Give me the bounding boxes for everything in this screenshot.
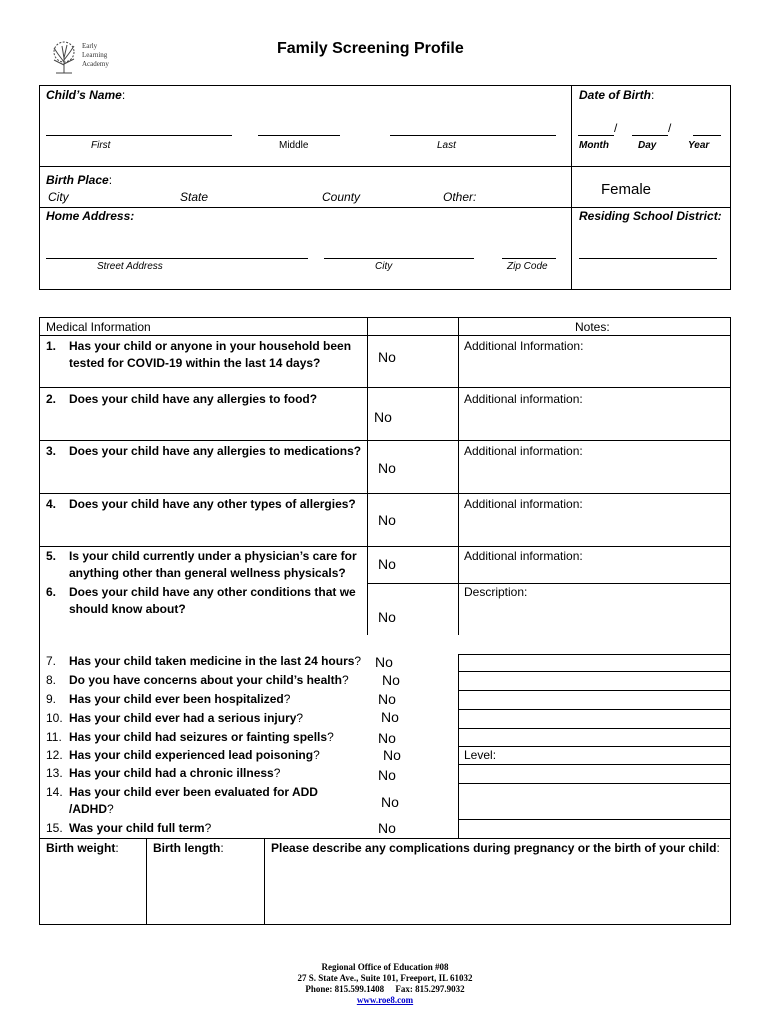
address-city-label: City — [375, 261, 393, 272]
answer-field[interactable]: No — [381, 794, 399, 810]
last-name-field[interactable] — [390, 135, 556, 136]
tree-icon — [48, 40, 80, 74]
middle-label: Middle — [279, 140, 309, 151]
note-label: Additional information: — [464, 497, 583, 511]
note-label: Additional information: — [464, 392, 583, 406]
answer-field[interactable]: No — [378, 820, 396, 836]
footer — [0, 962, 770, 1006]
day-label: Day — [638, 140, 657, 151]
complications-field[interactable] — [267, 858, 727, 922]
city-label: City — [48, 190, 69, 204]
street-address-label: Street Address — [97, 261, 163, 272]
note-label: Additional information: — [464, 444, 583, 458]
dob-day-field[interactable] — [632, 135, 668, 136]
answer-field[interactable]: No — [378, 609, 396, 625]
year-label: Year — [688, 140, 710, 151]
residing-district-label: Residing School District: — [579, 209, 722, 223]
address-city-field[interactable] — [324, 258, 474, 259]
footer-org: Regional Office of Education #08 — [321, 962, 449, 972]
dob-month-field[interactable] — [578, 135, 614, 136]
home-address-label: Home Address: — [46, 209, 135, 223]
birth-weight-label: Birth weight: — [46, 841, 119, 855]
answer-field[interactable]: No — [383, 747, 401, 763]
dob-slash: / — [668, 121, 672, 135]
footer-website-link[interactable]: www.roe8.com — [356, 995, 414, 1005]
answer-field[interactable]: No — [374, 409, 392, 425]
birth-length-label: Birth length: — [153, 841, 224, 855]
answer-field[interactable]: No — [378, 730, 396, 746]
note-label: Additional Information: — [464, 339, 584, 353]
footer-phone-fax: Phone: 815.599.1408 Fax: 815.297.9032 — [305, 984, 465, 994]
answer-field[interactable]: No — [378, 691, 396, 707]
middle-name-field[interactable] — [258, 135, 340, 136]
childs-name-label: Child’s Name: — [46, 88, 126, 102]
footer-address: 27 S. State Ave., Suite 101, Freeport, IL 61032 — [297, 973, 473, 983]
school-district-field[interactable] — [579, 258, 717, 259]
birth-weight-field[interactable] — [42, 858, 142, 922]
logo-text: Early Learning Academy — [82, 42, 109, 68]
answer-field[interactable]: No — [378, 349, 396, 365]
answer-field[interactable]: No — [378, 512, 396, 528]
dob-label: Date of Birth: — [579, 88, 655, 102]
page-title: Family Screening Profile — [277, 40, 464, 57]
street-address-field[interactable] — [46, 258, 308, 259]
note-label: Additional information: — [464, 549, 583, 563]
answer-field[interactable]: No — [378, 556, 396, 572]
dob-year-field[interactable] — [693, 135, 721, 136]
notes-header: Notes: — [575, 320, 610, 334]
zip-code-label: Zip Code — [507, 261, 548, 272]
state-label: State — [180, 190, 209, 204]
last-label: Last — [437, 140, 456, 151]
logo — [48, 40, 114, 76]
gender-value[interactable]: Female — [601, 181, 652, 198]
answer-field[interactable]: No — [381, 709, 399, 725]
first-name-field[interactable] — [46, 135, 232, 136]
first-label: First — [91, 140, 111, 151]
answer-field[interactable]: No — [382, 672, 400, 688]
birth-place-label: Birth Place: — [46, 173, 113, 187]
month-label: Month — [579, 140, 609, 151]
complications-label: Please describe any complications during pregnancy or the birth of your child: — [271, 841, 720, 855]
dob-slash: / — [614, 121, 618, 135]
answer-field[interactable]: No — [378, 767, 396, 783]
zip-code-field[interactable] — [502, 258, 556, 259]
medical-info-header: Medical Information — [46, 320, 151, 334]
answer-field[interactable]: No — [378, 460, 396, 476]
note-label: Description: — [464, 585, 528, 599]
note-label: Level: — [464, 748, 497, 762]
other-label: Other: — [443, 190, 477, 204]
county-label: County — [322, 190, 361, 204]
answer-field[interactable]: No — [375, 654, 393, 670]
birth-length-field[interactable] — [149, 858, 261, 922]
